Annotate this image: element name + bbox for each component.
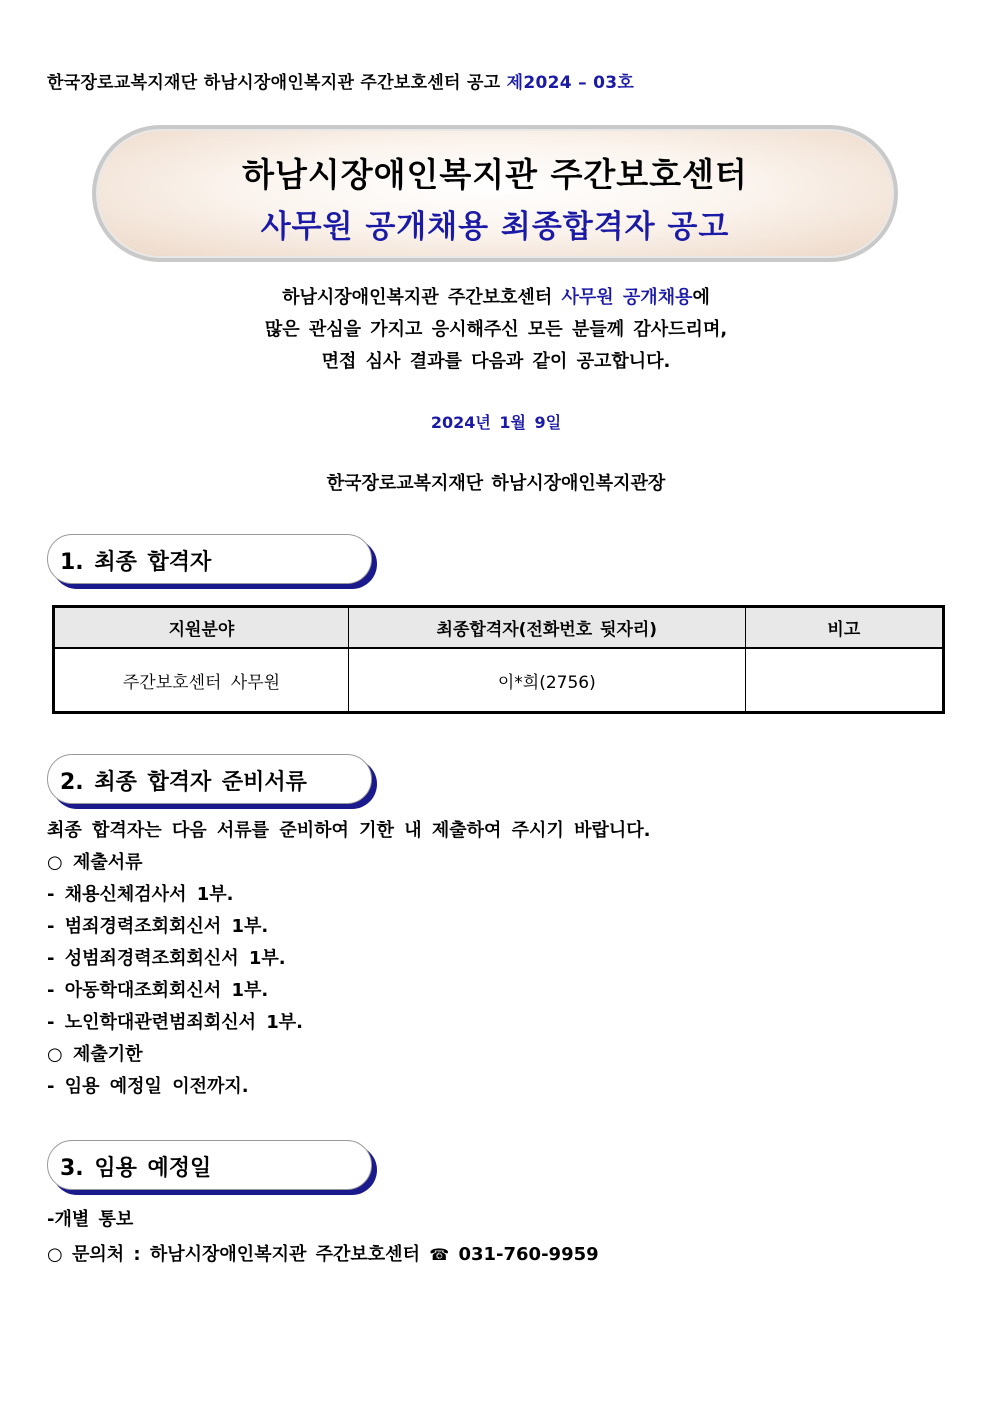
list-item: - 채용신체검사서 1부. bbox=[47, 884, 234, 905]
section-3-heading-tab bbox=[47, 1140, 372, 1190]
result-table bbox=[52, 605, 945, 714]
table-header-cell: 최종합격자(전화번호 뒷자리) bbox=[348, 607, 745, 649]
section-1-heading: 1. 최종 합격자 bbox=[60, 550, 212, 575]
notice-number-line bbox=[47, 68, 634, 93]
table-row bbox=[54, 648, 944, 713]
table-cell-remark bbox=[745, 648, 943, 713]
contact-label: ○ 문의처 : 하남시장애인복지관 주간보호센터 bbox=[47, 1244, 420, 1265]
table-cell-finalist: 이*희(2756) bbox=[348, 648, 745, 713]
contact-phone: 031-760-9959 bbox=[458, 1244, 599, 1265]
list-item: 최종 합격자는 다음 서류를 준비하여 기한 내 제출하여 주시기 바랍니다. bbox=[47, 820, 651, 841]
table-header-row bbox=[54, 607, 944, 649]
list-item: - 아동학대조회회신서 1부. bbox=[47, 980, 269, 1001]
title-line-1: 하남시장애인복지관 주간보호센터 bbox=[242, 155, 748, 194]
documents-list bbox=[47, 815, 651, 1103]
section-1-heading-tab bbox=[47, 534, 372, 584]
section-3-heading: 3. 임용 예정일 bbox=[60, 1156, 212, 1181]
section-2-heading: 2. 최종 합격자 준비서류 bbox=[60, 770, 307, 795]
phone-icon: ☎ bbox=[429, 1245, 450, 1264]
list-item: ○ 제출기한 bbox=[47, 1044, 143, 1065]
intro-line-2: 많은 관심을 가지고 응시해주신 모든 분들께 감사드리며, bbox=[264, 319, 728, 340]
notice-number: 제2024 – 03호 bbox=[506, 73, 635, 93]
appointment-info bbox=[47, 1202, 599, 1272]
title-line-2: 사무원 공개채용 최종합격자 공고 bbox=[260, 209, 730, 245]
intro-line-1-a: 하남시장애인복지관 주간보호센터 bbox=[282, 287, 562, 308]
signer: 한국장로교복지재단 하남시장애인복지관장 bbox=[326, 473, 666, 494]
contact-line bbox=[47, 1237, 599, 1272]
intro-line-1-b: 에 bbox=[692, 287, 710, 308]
intro-highlight: 사무원 공개채용 bbox=[561, 287, 693, 308]
list-item: - 범죄경력조회회신서 1부. bbox=[47, 916, 269, 937]
list-item: ○ 제출서류 bbox=[47, 852, 143, 873]
intro-line-1 bbox=[0, 282, 992, 314]
table-header-cell: 비고 bbox=[745, 607, 943, 649]
section-2-heading-tab bbox=[47, 754, 372, 804]
title-banner bbox=[92, 125, 898, 262]
list-item: - 성범죄경력조회회신서 1부. bbox=[47, 948, 286, 969]
intro-paragraph bbox=[0, 282, 992, 378]
individual-notice: -개별 통보 bbox=[47, 1209, 134, 1230]
list-item: - 노인학대관련범죄회신서 1부. bbox=[47, 1012, 304, 1033]
table-cell-field: 주간보호센터 사무원 bbox=[54, 648, 349, 713]
table-header-cell: 지원분야 bbox=[54, 607, 349, 649]
notice-date: 2024년 1월 9일 bbox=[430, 413, 562, 432]
list-item: - 임용 예정일 이전까지. bbox=[47, 1076, 249, 1097]
notice-prefix: 한국장로교복지재단 하남시장애인복지관 주간보호센터 공고 bbox=[47, 73, 501, 93]
intro-line-3: 면접 심사 결과를 다음과 같이 공고합니다. bbox=[321, 351, 671, 372]
